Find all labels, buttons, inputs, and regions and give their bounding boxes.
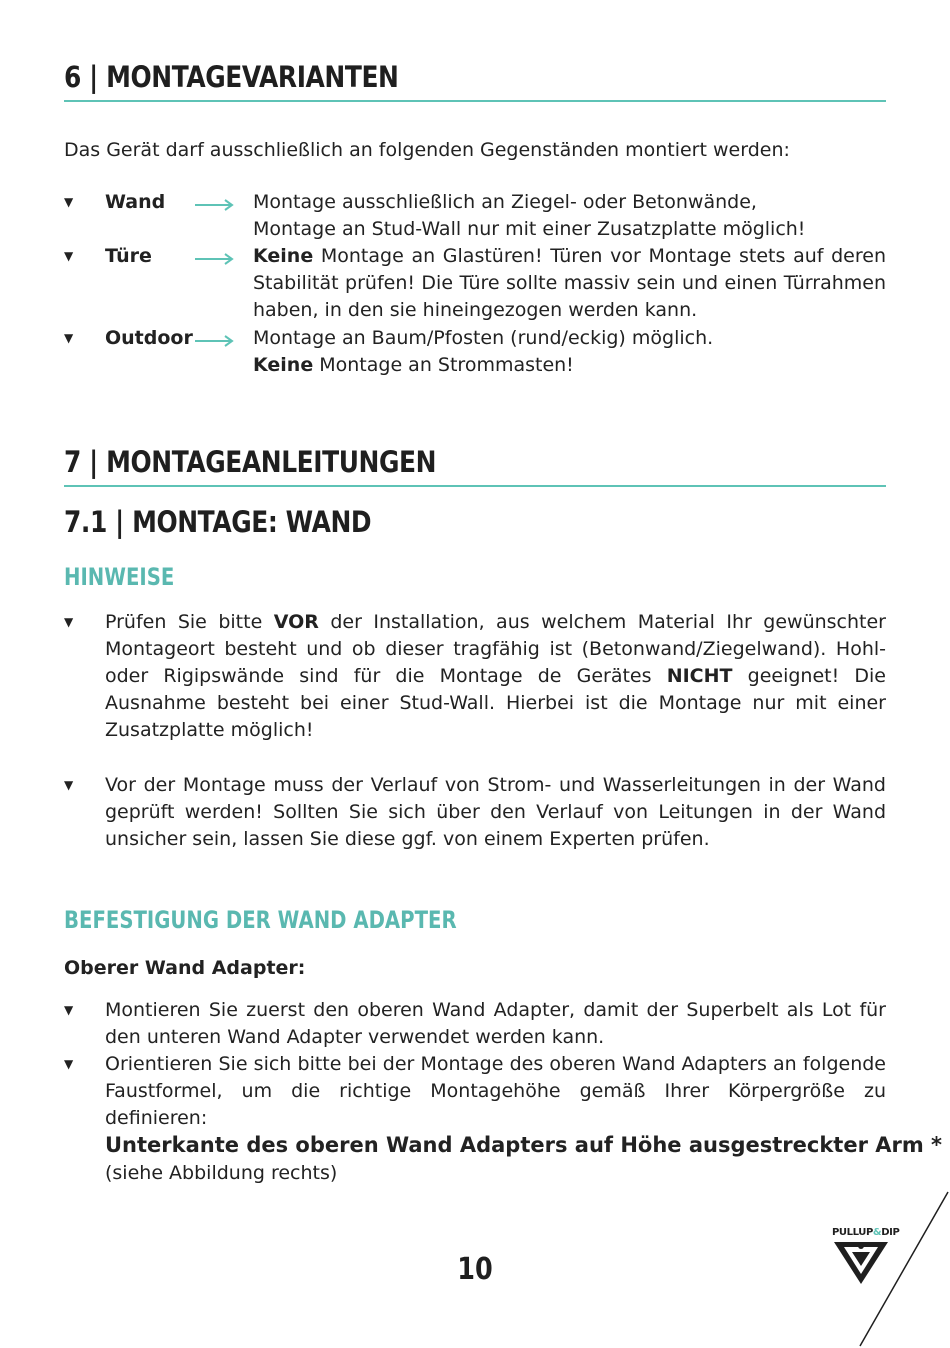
triangle-down-icon: ▼ xyxy=(64,778,74,792)
triangle-down-icon: ▼ xyxy=(64,195,74,209)
triangle-down-icon: ▼ xyxy=(64,615,74,629)
oberer-wand-adapter-label: Oberer Wand Adapter: xyxy=(64,957,306,979)
variant-outdoor-rest: Montage an Strommasten! xyxy=(313,354,574,376)
triangle-down-icon: ▼ xyxy=(64,1003,74,1017)
variant-outdoor-line1: Montage an Baum/Pfosten (rund/eckig) möglich. xyxy=(253,327,714,349)
variant-wand-line1: Montage ausschließlich an Ziegel- oder Betonwände, xyxy=(253,191,757,213)
vor-bold: VOR xyxy=(273,611,319,633)
brand-logo-text: PULLUP&DIP xyxy=(832,1227,900,1238)
arrow-right-icon xyxy=(195,334,235,348)
variant-label-tuere: Türe xyxy=(105,245,152,267)
section-7-1-title: 7.1 | MONTAGE: WAND xyxy=(64,505,372,539)
section-6-intro: Das Gerät darf ausschließlich an folgenden Gegenständen montiert werden: xyxy=(64,139,790,161)
hinweis-2: Vor der Montage muss der Verlauf von Strom- und Wasserleitungen in der Wand geprüft werden! Sollten Sie sich über den Verlauf von Leitungen in der Wand unsicher sein, lassen Sie diese ggf. von einem Experten prüfen. xyxy=(105,774,886,850)
section-7-title: 7 | MONTAGEANLEITUNGEN xyxy=(64,445,437,479)
variant-wand-line2: Montage an Stud-Wall nur mit einer Zusatzplatte möglich! xyxy=(253,218,806,240)
befestigung-heading: BEFESTIGUNG DER WAND ADAPTER xyxy=(64,906,457,934)
befestigung-bullet-1: Montieren Sie zuerst den oberen Wand Adapter, damit der Superbelt als Lot für den unteren Wand Adapter verwendet werden kann. xyxy=(105,999,886,1048)
variant-label-wand: Wand xyxy=(105,191,166,213)
variant-outdoor-line2 xyxy=(253,352,574,379)
variant-label-outdoor: Outdoor xyxy=(105,327,193,349)
arrow-right-icon xyxy=(195,252,235,266)
hinweis-1 xyxy=(105,609,886,744)
keine-bold: Keine xyxy=(253,354,314,376)
triangle-down-icon: ▼ xyxy=(64,1057,74,1071)
triangle-down-icon: ▼ xyxy=(64,331,74,345)
hinweis-1-a: Prüfen Sie bitte xyxy=(105,611,274,633)
section-6-title: 6 | MONTAGEVARIANTEN xyxy=(64,60,399,94)
decorative-diagonal-line xyxy=(855,1190,950,1348)
befestigung-bullet-2: Orientieren Sie sich bitte bei der Montage des oberen Wand Adapters an folgende Faustformel, um die richtige Montagehöhe gemäß Ihrer Körpergröße zu definieren: xyxy=(105,1053,886,1129)
hinweis-1-c: der Installation, aus welchem Material Ihr gewünschter Montageort besteht und ob dieser tragfähig ist (Betonwand/Ziegelwand). Hohl- oder Rigipswände sind für die Montage de Gerätes xyxy=(105,611,886,687)
page-number: 10 xyxy=(457,1252,493,1287)
nicht-bold: NICHT xyxy=(666,665,733,687)
formula-note: (siehe Abbildung rechts) xyxy=(105,1162,338,1184)
variant-tuere-rest: Montage an Glastüren! Türen vor Montage stets auf deren Stabilität prüfen! Die Türe sollte massiv sein und einen Türrahmen haben, in den sie hineingezogen werden kann. xyxy=(253,245,886,321)
hinweise-heading: HINWEISE xyxy=(64,563,175,591)
section-7-rule xyxy=(64,485,886,487)
section-6-rule xyxy=(64,100,886,102)
arrow-right-icon xyxy=(195,198,235,212)
hinweis-1-e: geeignet! Die Ausnahme besteht bei einer Stud-Wall. Hierbei ist die Montage nur mit einer Zusatzplatte möglich! xyxy=(105,665,886,741)
formula: Unterkante des oberen Wand Adapters auf Höhe ausgestreckter Arm * xyxy=(105,1133,943,1157)
keine-bold: Keine xyxy=(253,245,314,267)
variant-tuere-text xyxy=(253,243,886,324)
triangle-down-icon: ▼ xyxy=(64,249,74,263)
